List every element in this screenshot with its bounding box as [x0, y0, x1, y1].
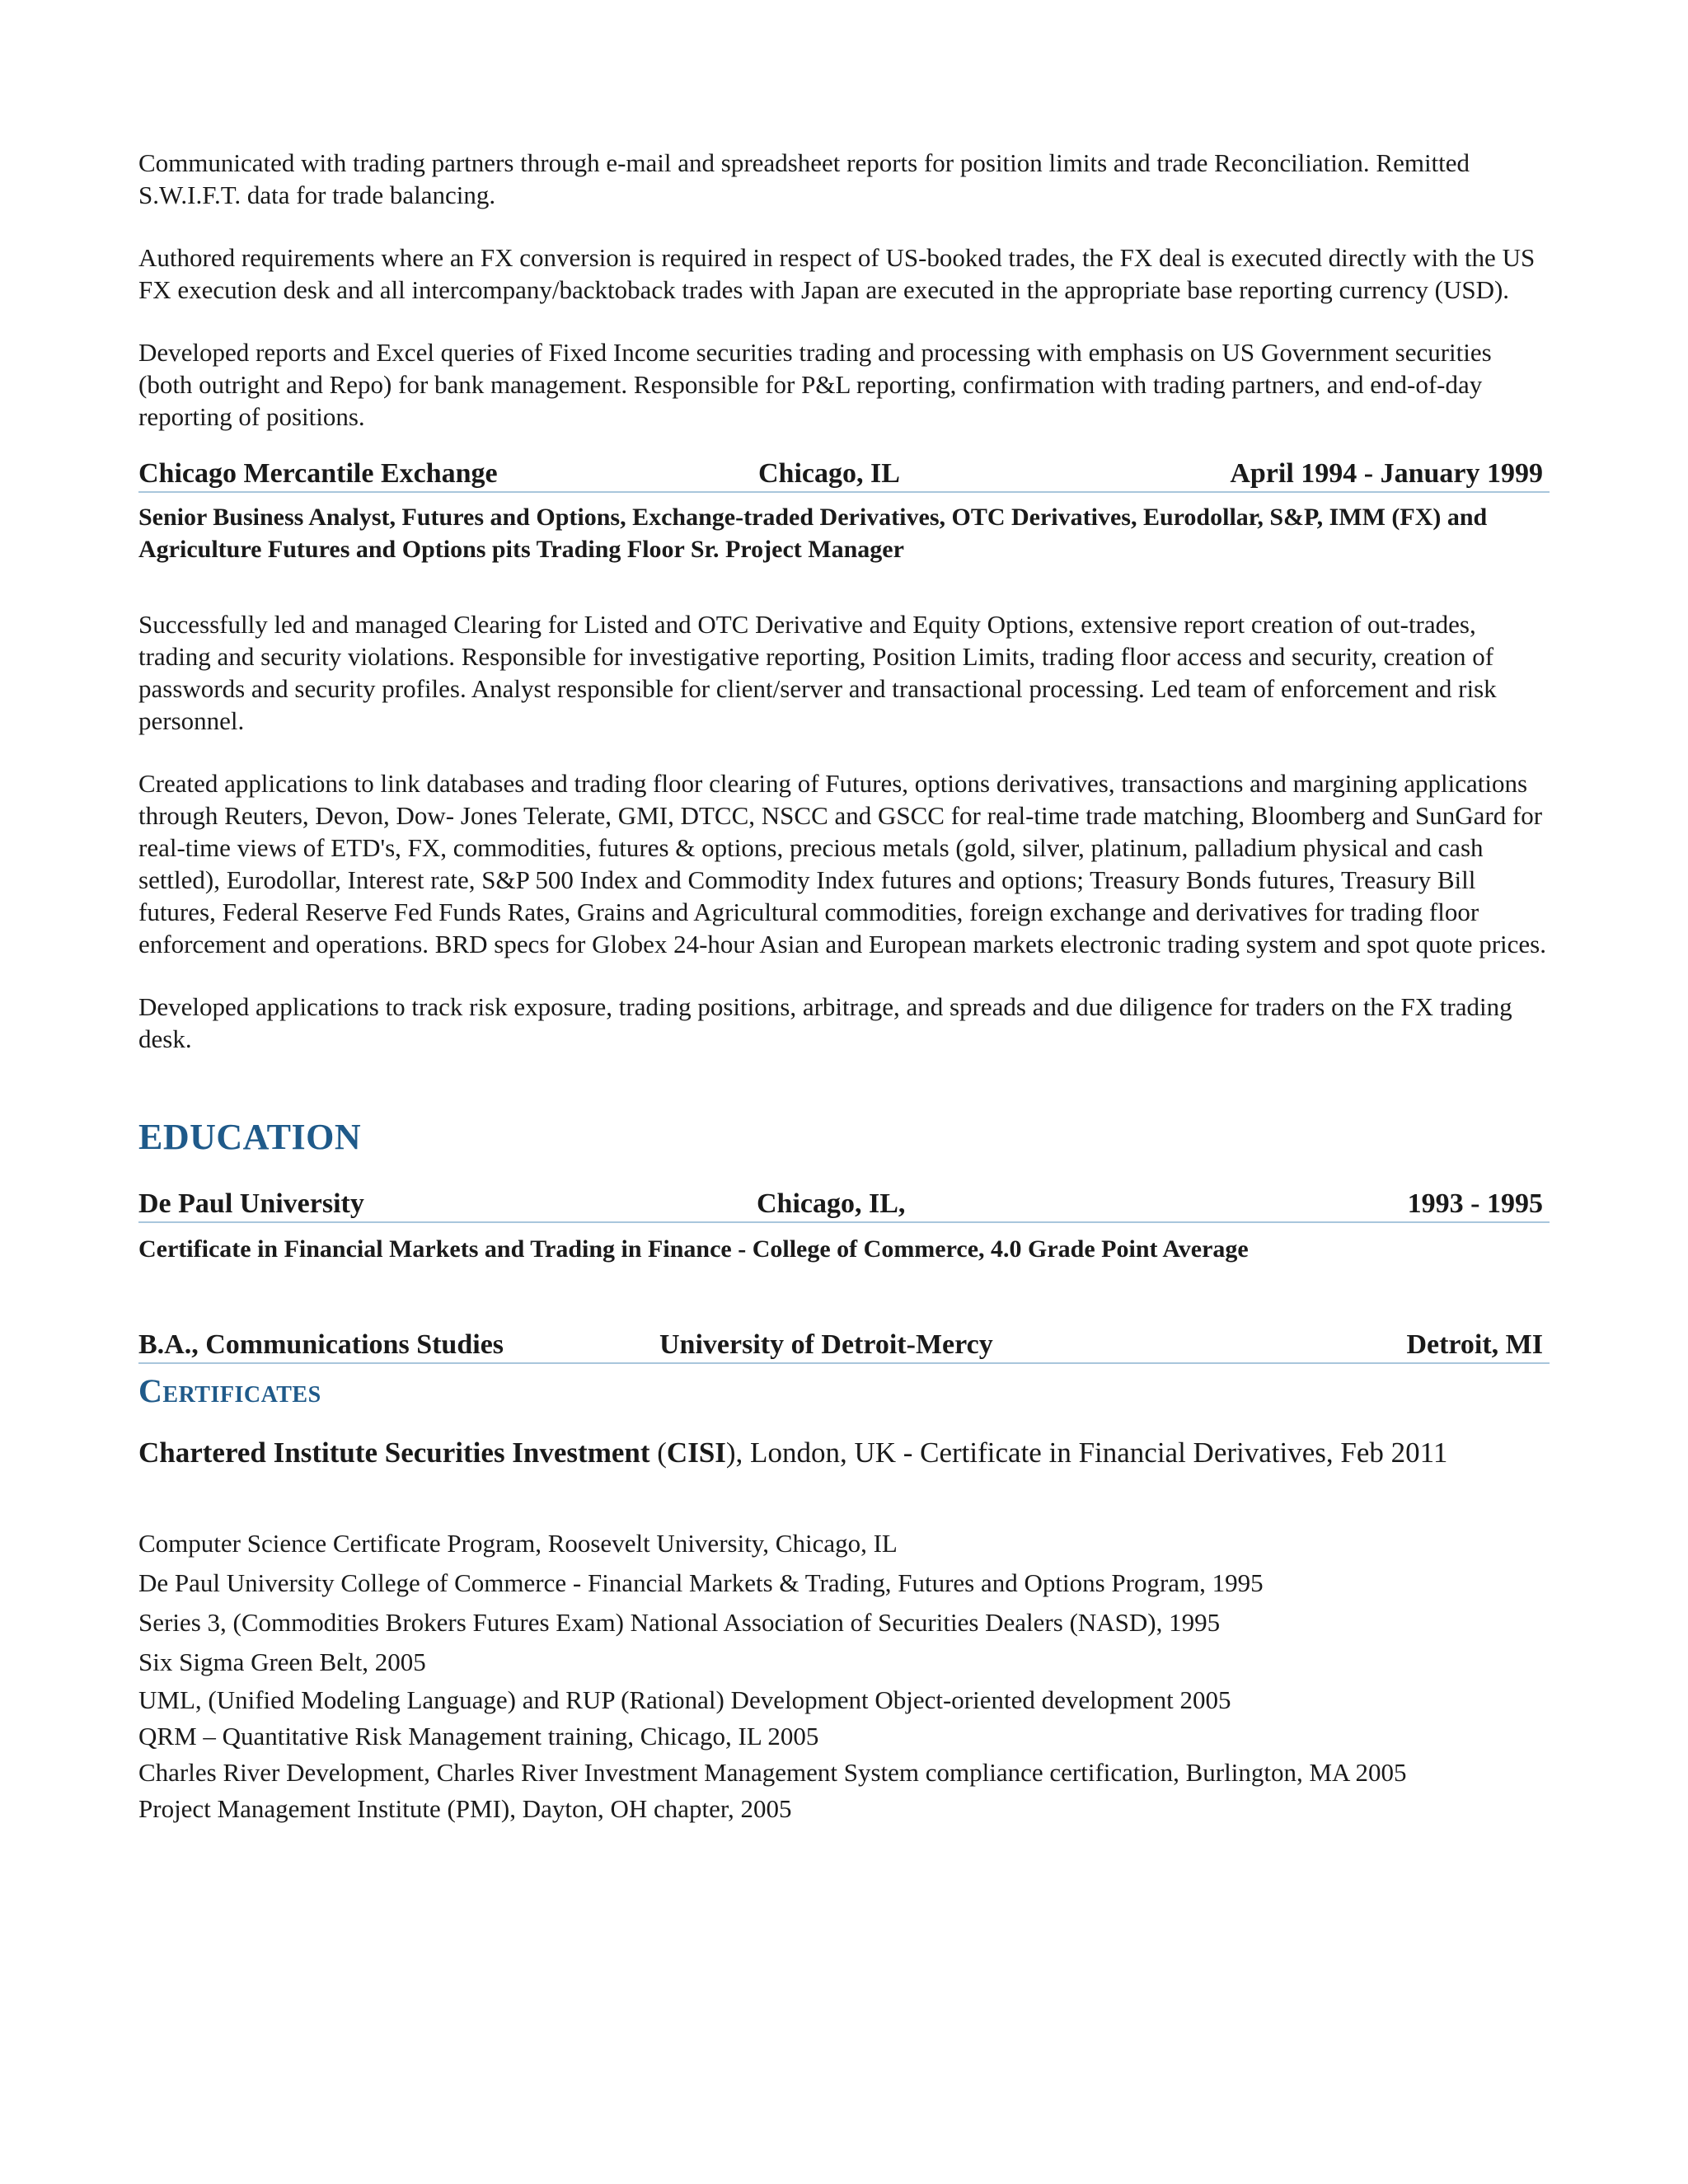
- certificate-item: Project Management Institute (PMI), Dayton, OH chapter, 2005: [138, 1794, 792, 1823]
- cisi-detail: ), London, UK - Certificate in Financial Derivatives, Feb 2011: [725, 1436, 1448, 1469]
- experience-paragraph: Developed reports and Excel queries of Fixed Income securities trading and processing with emphasis on US Government securities (both outright and Repo) for bank management. Responsible for P&L reporting, confirmation with trading partners, and end-of-day reporting of positions.: [138, 338, 1492, 431]
- job-paragraph: Created applications to link databases and trading floor clearing of Futures, options derivatives, transactions and margining applications through Reuters, Devon, Dow- Jones Telerate, GMI, DTCC, NSCC and GSCC for real-time trade matching, Bloomberg and SunGard for real-time views of ETD's, FX, commodities, futures & options, precious metals (gold, silver, platinum, palladium physical and cash settled), Eurodollar, Interest rate, S&P 500 Index and Commodity Index futures and options; Treasury Bonds futures, Treasury Bill futures, Federal Reserve Fed Funds Rates, Grains and Agricultural commodities, foreign exchange and derivatives for trading floor enforcement and operations. BRD specs for Globex 24-hour Asian and European markets electronic trading system and spot quote prices.: [138, 769, 1546, 958]
- job-dates: April 1994 - January 1999: [1230, 458, 1543, 489]
- certificate-item: Charles River Development, Charles River Investment Management System compliance certification, Burlington, MA 2005: [138, 1758, 1407, 1787]
- cisi-certificate: [138, 1435, 1550, 1471]
- cisi-name: Chartered Institute Securities Investment: [138, 1436, 650, 1469]
- certificate-item: Computer Science Certificate Program, Roosevelt University, Chicago, IL: [138, 1529, 898, 1558]
- resume-page: [138, 147, 1550, 1827]
- education-entry-header: [138, 1187, 1550, 1223]
- education-school: De Paul University: [138, 1188, 364, 1219]
- education-heading: EDUCATION: [138, 1117, 362, 1157]
- education-location: Detroit, MI: [1406, 1329, 1543, 1360]
- job-role: Senior Business Analyst, Futures and Options, Exchange-traded Derivatives, OTC Derivatives, Eurodollar, S&P, IMM (FX) and Agriculture Futures and Options pits Trading Floor Sr. Project Manager: [138, 504, 1488, 563]
- education-location: Chicago, IL,: [757, 1188, 906, 1219]
- certificates-heading: Certificates: [138, 1372, 321, 1409]
- education-dates: 1993 - 1995: [1407, 1188, 1543, 1219]
- certificate-list: [138, 1524, 1550, 1827]
- education-detail: Certificate in Financial Markets and Trading in Finance - College of Commerce, 4.0 Grade Point Average: [138, 1235, 1249, 1263]
- job-paragraph: Developed applications to track risk exposure, trading positions, arbitrage, and spreads and due diligence for traders on the FX trading desk.: [138, 992, 1512, 1053]
- education-school: University of Detroit-Mercy: [659, 1329, 993, 1360]
- certificate-item: Series 3, (Commodities Brokers Futures Exam) National Association of Securities Dealers (NASD), 1995: [138, 1608, 1221, 1637]
- certificate-item: Six Sigma Green Belt, 2005: [138, 1647, 426, 1676]
- cisi-open: (: [649, 1436, 667, 1469]
- job-paragraph: Successfully led and managed Clearing for Listed and OTC Derivative and Equity Options, extensive report creation of out-trades, trading and security violations. Responsible for investigative reporting, Position Limits, trading floor access and security, creation of passwords and security profiles. Analyst responsible for client/server and transactional processing. Led team of enforcement and risk personnel.: [138, 610, 1497, 735]
- cisi-abbr: CISI: [666, 1436, 726, 1469]
- education-entry-header: [138, 1328, 1550, 1364]
- certificate-item: De Paul University College of Commerce - Financial Markets & Trading, Futures and Options Program, 1995: [138, 1568, 1264, 1597]
- job-location: Chicago, IL: [758, 458, 900, 489]
- experience-paragraph: Authored requirements where an FX conversion is required in respect of US-booked trades, the FX deal is executed directly with the US FX execution desk and all intercompany/backtoback trades with Japan are executed in the appropriate base reporting currency (USD).: [138, 243, 1536, 304]
- certificate-item: UML, (Unified Modeling Language) and RUP (Rational) Development Object-oriented development 2005: [138, 1685, 1231, 1714]
- job-header: [138, 457, 1550, 493]
- experience-paragraph: Communicated with trading partners through e-mail and spreadsheet reports for position limits and trade Reconciliation. Remitted S.W.I.F.T. data for trade balancing.: [138, 148, 1470, 209]
- education-degree: B.A., Communications Studies: [138, 1329, 504, 1360]
- job-company: Chicago Mercantile Exchange: [138, 458, 498, 489]
- certificate-item: QRM – Quantitative Risk Management training, Chicago, IL 2005: [138, 1722, 819, 1750]
